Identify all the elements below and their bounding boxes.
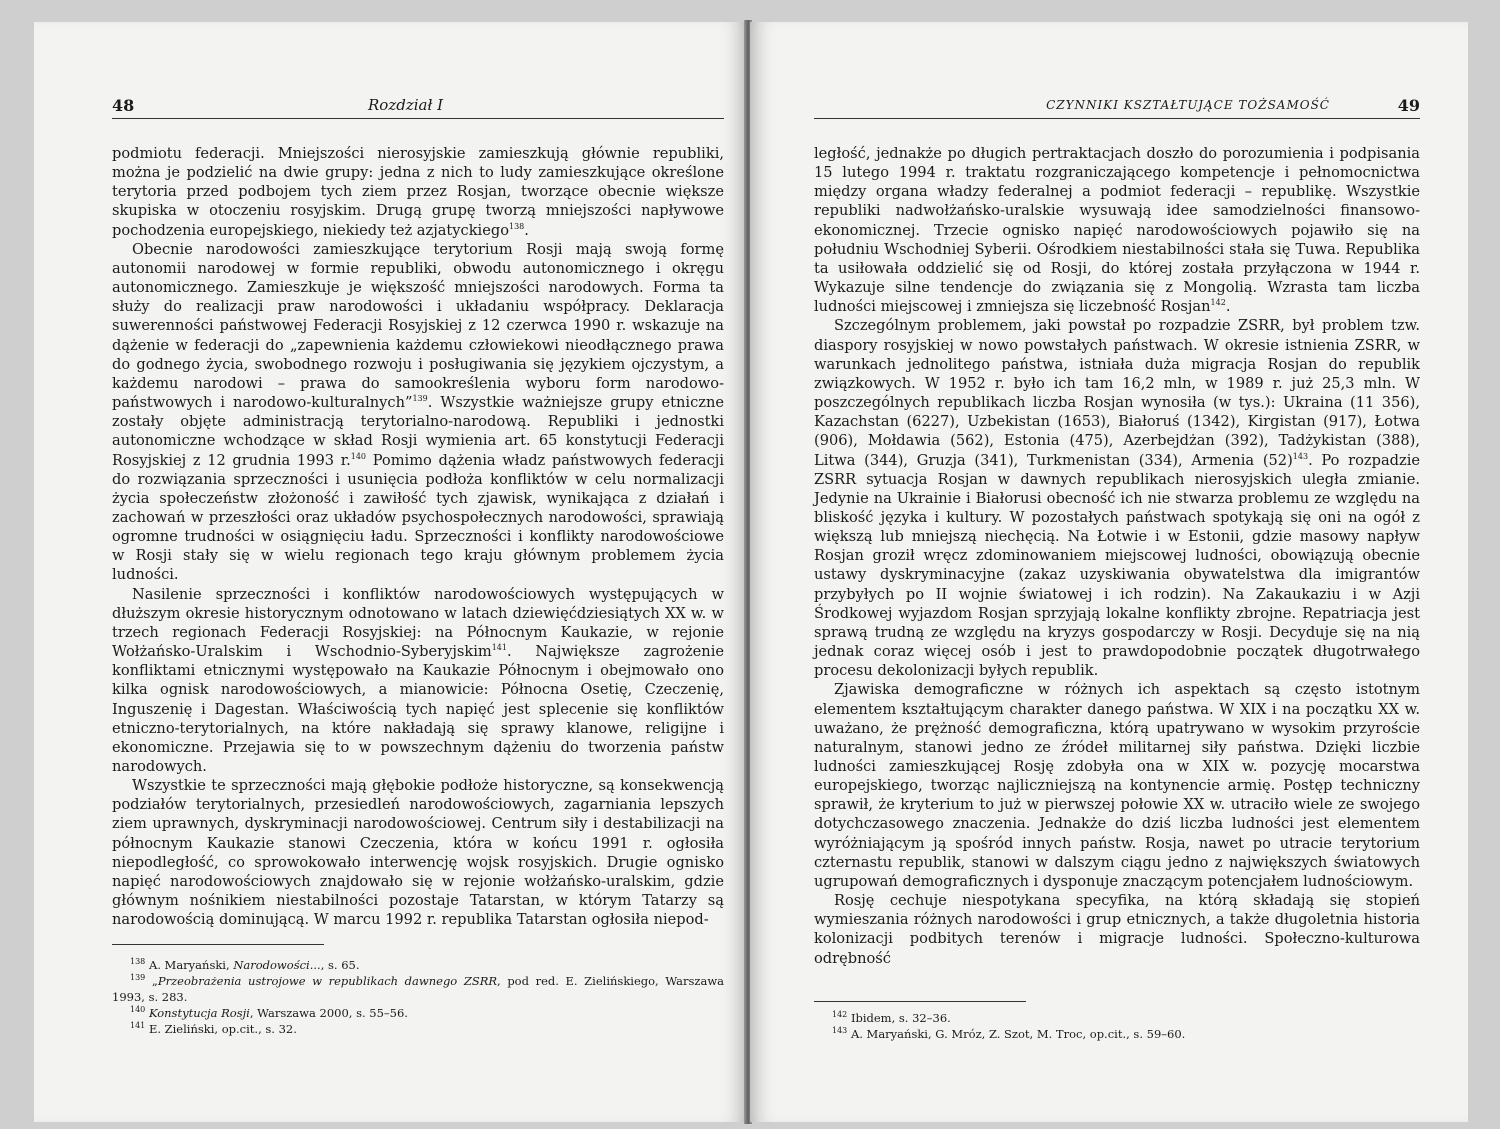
paragraph: Szczególnym problemem, jaki powstał po rozpadzie ZSRR, był problem tzw. diaspory rosyjskiej w nowo powstałych państwach. W okresie istnienia ZSRR, w warunkach jednolitego państwa, istniała duża migracja Rosjan do republik związkowych. W 1952 r. było ich tam 16,2 mln, w 1989 r. już 25,3 mln. W poszczególnych republikach liczba Rosjan wynosiła (w tys.): Ukraina (11 356), Kazachstan (6227), Uzbekistan (1653), Białoruś (1342), Kirgistan (917), Łotwa (906), Mołdawia (562), Estonia (475), Azerbejdżan (392), Tadżykistan (388), Litwa (344), Gruzja (341), Turkmenistan (334), Armenia $(52)^{143}$. Po rozpadzie ZSRR sytuacja Rosjan w dawnych republikach nierosyjskich uległa zmianie. Jedynie na Ukrainie i Białorusi obecność ich nie stwarza problemu ze względu na bliskość języka i kultury. W pozostałych państwach spotykają się oni na ogół z większą lub mniejszą niechęcią. Na Łotwie i w Estonii, gdzie masowy napływ Rosjan groził wręcz zdominowaniem miejscowej ludności, obowiązują obecnie ustawy dyskryminacyjne (zakaz uzyskiwania obywatelstwa dla imigrantów przybyłych po II wojnie światowej i ich rodzin). Na Zakaukaziu i w Azji Środkowej wyjazdom Rosjan sprzyjają lokalne konflikty zbrojne. Repatriacja jest sprawą trudną ze względu na kryzys gospodarczy w Rosji. Decyduje się na nią jednak coraz więcej osób i jest to prawdopodobnie początek długotrwałego procesu dekolonizacji byłych republik.	[814, 317, 1421, 680]
footnote: $^{142}$ Ibidem, s. 32–36.	[832, 1010, 951, 1025]
footnote-ref: 138	[508, 221, 525, 231]
paragraph: Rosję cechuje niespotykana specyfika, na którą składają się stopień wymieszania różnych narodowości i grup etnicznych, a także długoletnia historia kolonizacji podbitych terenów i migracje ludności. Społeczno-kulturowa odrębność	[814, 892, 1420, 967]
right-footnotes	[814, 1010, 1420, 1042]
footnote: $^{139}$ „Przeobrażenia ustrojowe w republikach dawnego ZSRR, pod red. E. Zielińskiego, Warszawa 1993, s. 283.	[112, 973, 725, 1004]
footnote: $^{141}$ E. Zieliński, op.cit., s. 32.	[130, 1021, 297, 1036]
paragraph: Nasilenie sprzeczności i konfliktów narodowościowych występujących w dłuższym okresie historycznym odnotowano w latach dziewięćdziesiątych XX w. w trzech regionach Federacji Rosyjskiej: na Północnym Kaukazie, w rejonie Wołżańsko-Uralskim i Wschodnio-Syberyjskim$^{141}$. Największe zagrożenie konfliktami etnicznymi występowało na Kaukazie Północnym i obejmowało ono kilka ognisk narodowościowych, a mianowicie: Północna Osetię, Czeczenię, Inguszenię i Dagestan. Właściwością tych napięć jest splecenie się konfliktów etniczno-terytorialnych, na które nakładają się sprawy klanowe, religijne i ekonomiczne. Przejawia się to w powszechnym dążeniu do tworzenia państw narodowych.	[112, 585, 724, 775]
paragraph: ległość, jednakże po długich pertraktacjach doszło do porozumienia i podpisania 15 lutego 1994 r. traktatu rozgraniczającego kompetencje i pełnomocnictwa między organa władzy federalnej a podmiot federacji – republikę. Wszystkie republiki nadwołżańsko-uralskie wysuwają idee samodzielności finansowo-ekonomicznej. Trzecie ognisko napięć narodowościowych pojawiło się na południu Wschodniej Syberii. Ośrodkiem niestabilności stała się Tuwa. Republika ta usiłowała oddzielić się od Rosji, do której została przyłączona w 1944 r. Wykazuje silne tendencje do związania się z Mongolią. Wzrasta tam liczba ludności miejscowej i zmniejsza się liczebność Rosjan$^{142}$.	[814, 145, 1420, 316]
footnote-ref: 141	[491, 643, 507, 653]
footnote-ref: 143	[1292, 451, 1309, 461]
left-footnotes	[112, 957, 724, 1037]
right-page	[750, 22, 1468, 1122]
footnote: $^{140}$ Konstytucja Rosji, Warszawa 2000, s. 55–56.	[130, 1005, 408, 1020]
paragraph: Obecnie narodowości zamieszkujące terytorium Rosji mają swoją formę autonomii narodowej w formie republiki, obwodu autonomicznego i okręgu autonomicznego. Zamieszkuje je większość mniejszości narodowych. Forma ta służy do realizacji praw narodowości i układaniu współpracy. Deklaracja suwerenności państwowej Federacji Rosyjskiej z 12 czerwca 1990 r. wskazuje na dążenie w federacji do „zapewnienia każdemu człowiekowi nieodłącznego prawa do godnego życia, swobodnego rozwoju i posługiwania się językiem ojczystym, a każdemu narodowi – prawa do samookreślenia wyboru form narodowo-państwowych i narodowo-kulturalnych”$^{139}$. Wszystkie ważniejsze grupy etniczne zostały objęte administracją terytorialno-narodową. Republiki i jednostki autonomiczne wchodzące w skład Rosji wymienia art. 65 konstytucji Federacji Rosyjskiej z 12 grudnia 1993 r.$^{140}$ Pomimo dążenia władz państwowych federacji do rozwiązania sprzeczności i usunięcia podłoża konfliktów w celu normalizacji życia społeczeństw złożoność i zawiłość tych zjawisk, wynikająca z działań i zachowań w przeszłości oraz układów psychospołecznych narodowości, sprawiają ogromne trudności w osiągnięciu ładu. Sprzeczności i konflikty narodowościowe w Rosji stały się w wielu regionach tego kraju głównym problemem życia ludności.	[112, 240, 724, 584]
footnote-ref: 139	[412, 394, 428, 404]
left-body-text	[112, 144, 724, 929]
page-number: 49	[1397, 96, 1420, 115]
right-page-header	[814, 96, 1420, 119]
footnote-ref: 140	[350, 451, 367, 461]
footnote-rule	[814, 1001, 1026, 1002]
footnote: $^{143}$ A. Maryański, G. Mróz, Z. Szot, M. Troc, op.cit., s. 59–60.	[832, 1026, 1186, 1041]
page-number: 48	[112, 96, 135, 115]
paragraph: Zjawiska demograficzne w różnych ich aspektach są często istotnym elementem kształtującym charakter danego państwa. W XIX i na początku XX w. uważano, że prężność demograficzna, którą upatrywano w wysokim przyroście naturalnym, stanowi jedno ze źródeł militarnej siły państwa. Dzięki liczbie ludności zamieszkującej Rosję zdobyła ona w XIX w. pozycję mocarstwa europejskiego, tworząc najliczniejszą na kontynencie armię. Postęp techniczny sprawił, że kryterium to już w pierwszej połowie XX w. utraciło wiele ze swojego dotychczasowego znaczenia. Jednakże do dziś liczba ludności jest elementem wyróżniającym ją spośród innych państw. Rosja, nawet po utracie terytorium czternastu republik, stanowi w dalszym ciągu jedno z największych światowych ugrupowań demograficznych i dysponuje znaczącym potencjałem ludnościowym.	[814, 681, 1420, 890]
footnote: $^{138}$ A. Maryański, Narodowości..., s. 65.	[130, 957, 360, 972]
paragraph: Wszystkie te sprzeczności mają głębokie podłoże historyczne, są konsekwencją podziałów terytorialnych, przesiedleń narodowościowych, zagarniania lepszych ziem uprawnych, dyskryminacji narodowościowej. Centrum siły i destabilizacji na północnym Kaukazie stanowi Czeczenia, która w końcu 1991 r. ogłosiła niepodległość, co sprowokowało interwencję wojsk rosyjskich. Drugie ognisko napięć narodowościowych znajdowało się w rejonie wołżańsko-uralskim, gdzie głównym nośnikiem niestabilności pozostaje Tatarstan, w którym Tatarzy są narodowością dominującą. W marcu 1992 r. republika Tatarstan ogłosiła niepod-	[112, 777, 724, 929]
footnote-rule	[112, 944, 324, 945]
running-head: Rozdział I	[368, 96, 444, 114]
paragraph: podmiotu federacji. Mniejszości nierosyjskie zamieszkują głównie republiki, można je podzielić na dwie grupy: jedna z nich to ludy zamieszkujące określone terytoria przed podbojem tych ziem przez Rosjan, tworzące obecnie większe skupiska w otoczeniu rosyjskim. Drugą grupę tworzą mniejszości napływowe pochodzenia europejskiego, niekiedy też azjatyckiego$^{138}$.	[112, 145, 724, 239]
footnote-ref: 142	[1210, 298, 1226, 308]
left-page	[34, 22, 746, 1122]
left-page-header	[112, 96, 724, 119]
right-body-text	[814, 144, 1420, 968]
running-head: CZYNNIKI KSZTAŁTUJĄCE TOŻSAMOŚĆ	[1046, 98, 1330, 112]
